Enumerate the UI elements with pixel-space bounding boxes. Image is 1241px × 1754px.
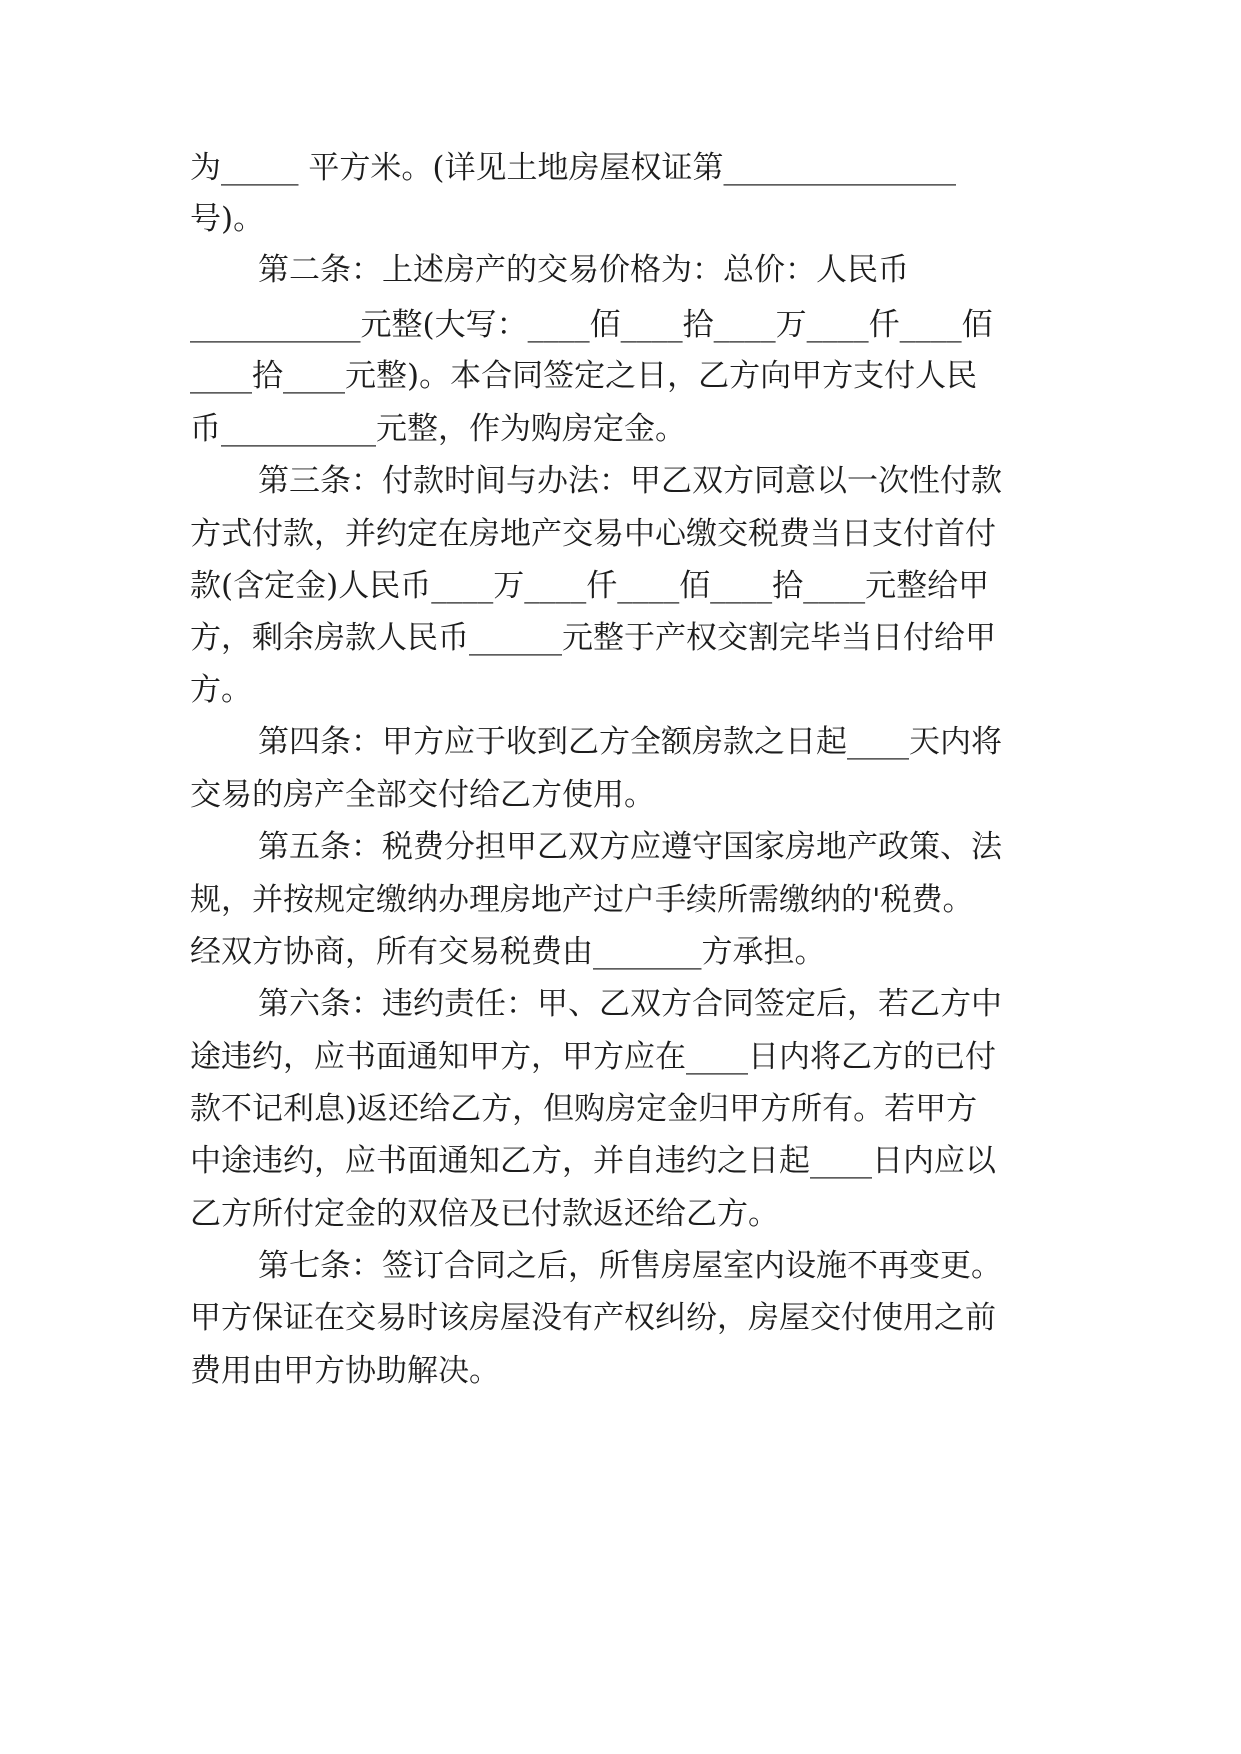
text-line: 方，剩余房款人民币______元整于产权交割完毕当日付给甲 — [190, 620, 996, 656]
text-line: 甲方保证在交易时该房屋没有产权纠纷，房屋交付使用之前 — [190, 1300, 996, 1336]
text-line: 方式付款，并约定在房地产交易中心缴交税费当日支付首付 — [190, 516, 996, 552]
text-line: 款不记利息)返还给乙方，但购房定金归甲方所有。若甲方 — [190, 1091, 978, 1127]
text-line: 为_____ 平方米。(详见土地房屋权证第_______________ — [190, 150, 956, 186]
text-line: 中途违约，应书面通知乙方，并自违约之日起____日内应以 — [190, 1143, 996, 1179]
article-3-heading: 第三条：付款时间与办法：甲乙双方同意以一次性付款 — [258, 463, 1002, 499]
text-line: 途违约，应书面通知甲方，甲方应在____日内将乙方的已付 — [190, 1039, 996, 1075]
text-line: 币__________元整，作为购房定金。 — [190, 411, 686, 447]
text-line: 款(含定金)人民币____万____仟____佰____拾____元整给甲 — [190, 568, 990, 604]
text-line: 乙方所付定金的双倍及已付款返还给乙方。 — [190, 1196, 779, 1232]
article-6-heading: 第六条：违约责任：甲、乙双方合同签定后，若乙方中 — [258, 986, 1002, 1022]
text-line: ___________元整(大写：____佰____拾____万____仟____佰 — [190, 307, 993, 343]
article-2-heading: 第二条：上述房产的交易价格为：总价：人民币 — [258, 252, 909, 288]
text-line: 交易的房产全部交付给乙方使用。 — [190, 777, 655, 813]
text-line: 规，并按规定缴纳办理房地产过户手续所需缴纳的'税费。 — [190, 882, 974, 918]
text-line: 经双方协商，所有交易税费由_______方承担。 — [190, 934, 826, 970]
text-line: 号)。 — [190, 201, 265, 237]
text-line: ____拾____元整)。本合同签定之日，乙方向甲方支付人民 — [190, 358, 978, 394]
text-line: 费用由甲方协助解决。 — [190, 1353, 500, 1389]
text-line: 方。 — [190, 672, 252, 708]
article-4-heading: 第四条：甲方应于收到乙方全额房款之日起____天内将 — [258, 724, 1002, 760]
article-5-heading: 第五条：税费分担甲乙双方应遵守国家房地产政策、法 — [258, 829, 1002, 865]
article-7-heading: 第七条：签订合同之后，所售房屋室内设施不再变更。 — [258, 1248, 1002, 1284]
